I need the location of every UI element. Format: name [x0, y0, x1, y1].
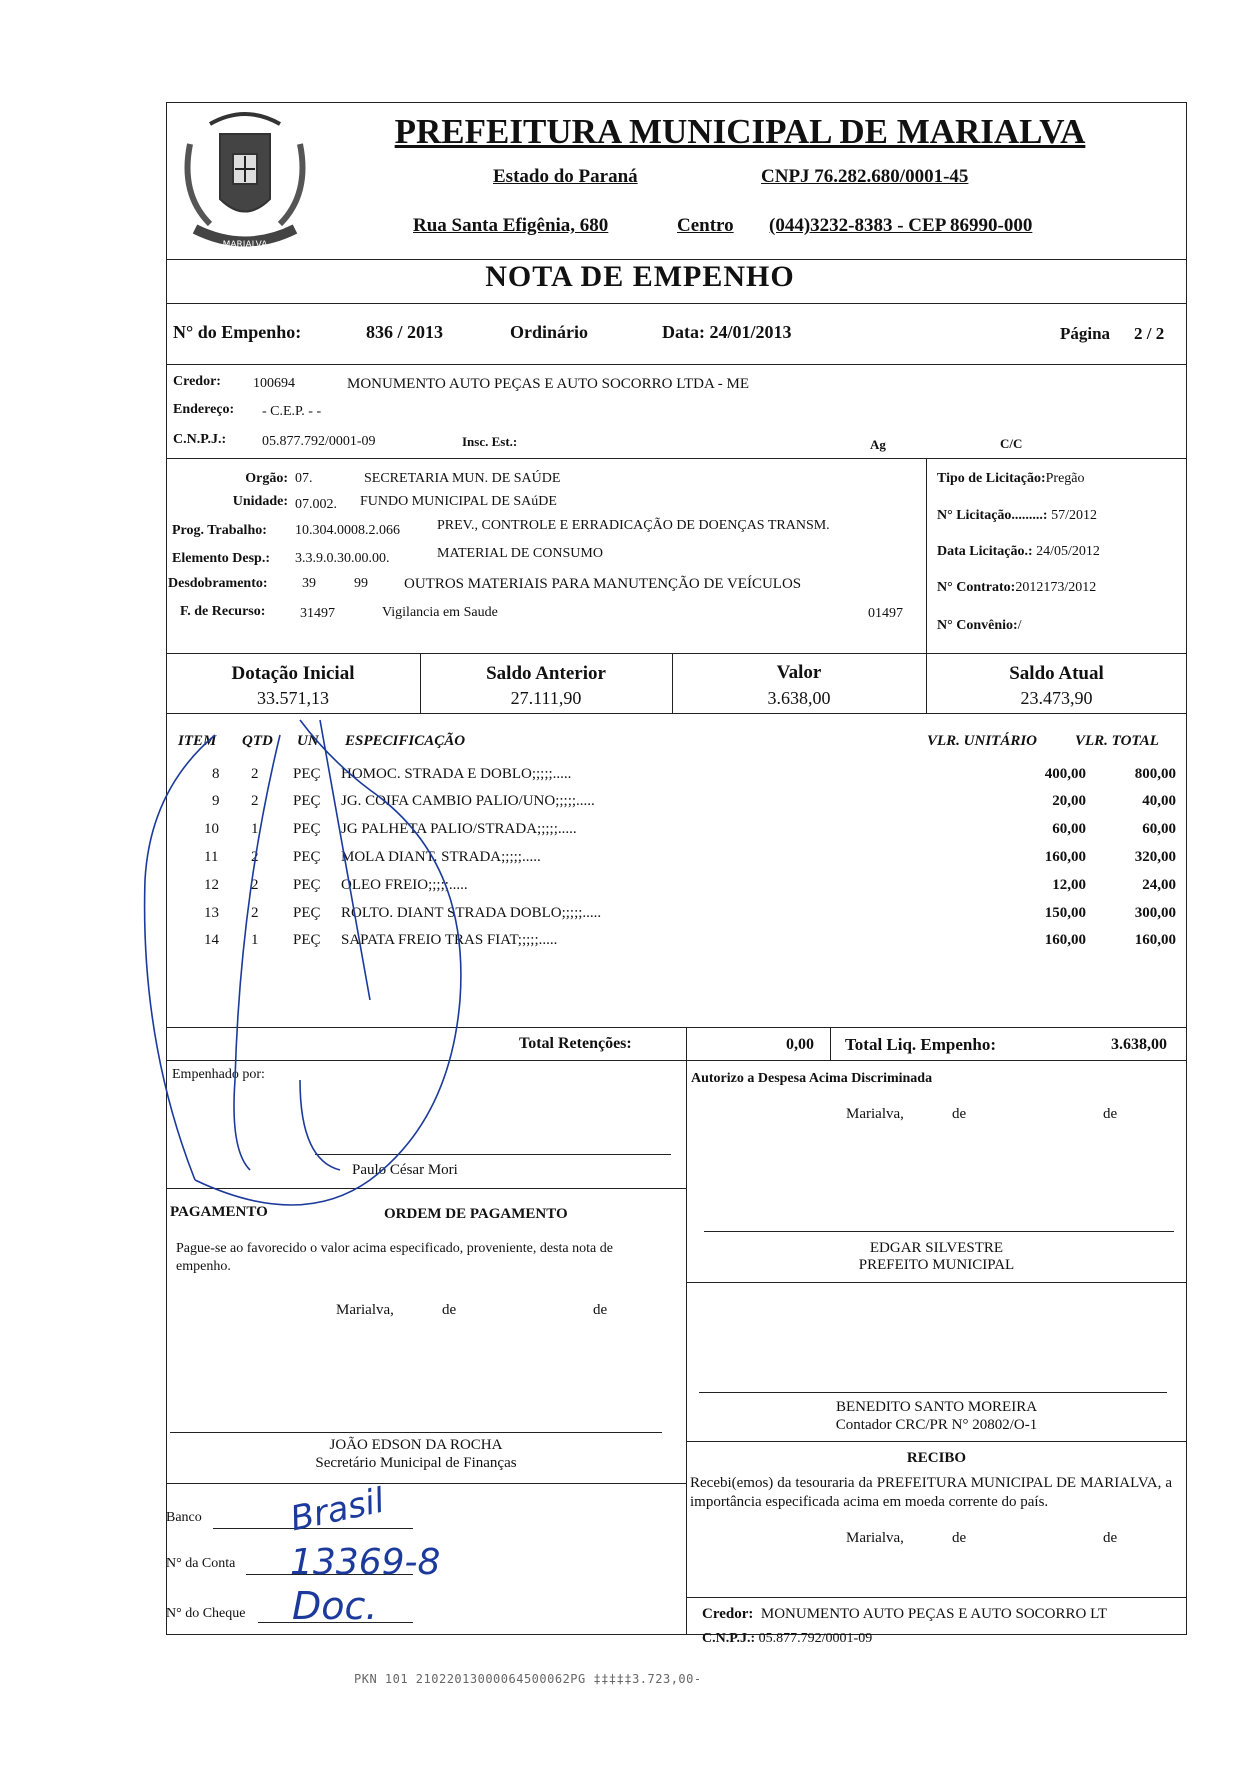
licitacao-convenio-label: N° Convênio:: [937, 618, 1018, 633]
empenho-type: Ordinário: [510, 322, 589, 342]
recibo-credor-value: MONUMENTO AUTO PEÇAS E AUTO SOCORRO LT: [760, 1606, 1108, 1622]
header-street: Rua Santa Efigênia, 680: [413, 215, 609, 236]
empenho-number: 836 / 2013: [366, 322, 444, 342]
item-qtd: 2: [251, 793, 259, 809]
address-label: Endereço:: [173, 402, 235, 417]
items-list: [166, 766, 1186, 966]
licitacao-numero-value: 57/2012: [1051, 508, 1097, 523]
page-title: PREFEITURA MUNICIPAL DE MARIALVA: [394, 112, 1086, 151]
licitacao-data-label: Data Licitação.:: [937, 544, 1033, 559]
item-total: 800,00: [1134, 766, 1176, 782]
svg-text:MARIALVA: MARIALVA: [222, 240, 268, 250]
item-unit: 160,00: [1044, 932, 1086, 948]
item-un: PEÇ: [293, 932, 321, 948]
saldo-atual-label: Saldo Atual: [1009, 663, 1104, 684]
autorizo-de1: de: [952, 1106, 967, 1122]
crest-icon: [170, 104, 320, 264]
licitacao-convenio-value: /: [1017, 618, 1022, 633]
item-number: 11: [204, 849, 219, 865]
cheque-label: N° do Cheque: [166, 1606, 246, 1621]
item-number: 10: [204, 821, 219, 837]
licitacao-data: [937, 544, 1100, 560]
item-number: 8: [212, 766, 220, 782]
cnpj-value: 05.877.792/0001-09: [262, 434, 376, 449]
saldo-atual-value: 23.473,90: [1020, 688, 1093, 708]
table-row: [166, 766, 1186, 794]
licitacao-convenio: [937, 618, 1022, 634]
elemento-label: Elemento Desp.:: [172, 551, 270, 566]
item-total: 24,00: [1142, 877, 1176, 893]
licitacao-tipo: [937, 471, 1085, 487]
recurso-code: 31497: [300, 606, 335, 621]
item-qtd: 1: [251, 821, 259, 837]
item-number: 14: [204, 932, 219, 948]
banco-label: Banco: [166, 1510, 202, 1525]
col-item: ITEM: [178, 733, 217, 749]
liq-label: Total Liq. Empenho:: [845, 1035, 996, 1054]
recibo-cnpj: [702, 1631, 872, 1647]
prog-label: Prog. Trabalho:: [172, 523, 267, 538]
autorizo-de2: de: [1103, 1106, 1118, 1122]
empenhado-signer: Paulo César Mori: [352, 1162, 458, 1178]
contador-role: Contador CRC/PR N° 20802/O-1: [835, 1417, 1038, 1433]
licitacao-numero: [937, 508, 1097, 524]
orgao-code: 07.: [295, 471, 313, 486]
footer-stamp: PKN 101 21022013000064500062PG ‡‡‡‡‡3.723,00-: [354, 1672, 702, 1686]
recurso-label: F. de Recurso:: [180, 604, 266, 619]
elemento-code: 3.3.9.0.30.00.00.: [295, 551, 390, 566]
empenhado-label: Empenhado por:: [172, 1067, 265, 1082]
item-un: PEÇ: [293, 766, 321, 782]
item-number: 9: [212, 793, 220, 809]
valor-label: Valor: [776, 662, 822, 683]
item-spec: SAPATA FREIO TRAS FIAT;;;;;.....: [341, 932, 558, 948]
financas-name: JOÃO EDSON DA ROCHA: [329, 1437, 503, 1453]
ag-label: Ag: [870, 437, 886, 452]
empenho-date: Data: 24/01/2013: [662, 322, 792, 342]
contador-name: BENEDITO SANTO MOREIRA: [835, 1399, 1038, 1415]
item-spec: JG. COIFA CAMBIO PALIO/UNO;;;;;.....: [341, 793, 595, 809]
dotacao-label: Dotação Inicial: [231, 663, 355, 684]
unidade-label: Unidade:: [232, 494, 288, 509]
table-row: [166, 821, 1186, 849]
item-un: PEÇ: [293, 821, 321, 837]
item-un: PEÇ: [293, 793, 321, 809]
retencoes-label: Total Retenções:: [519, 1035, 632, 1052]
licitacao-contrato-value: 2012173/2012: [1015, 580, 1097, 595]
saldo-anterior-label: Saldo Anterior: [486, 663, 606, 684]
valor-value: 3.638,00: [767, 688, 831, 708]
desdob-name: OUTROS MATERIAIS PARA MANUTENÇÃO DE VEÍCULOS: [404, 576, 802, 592]
pagamento-de2: de: [593, 1302, 608, 1318]
page-number: 2 / 2: [1134, 324, 1165, 343]
page-label: Página: [1060, 324, 1111, 343]
document-title: NOTA DE EMPENHO: [485, 260, 795, 293]
header-phone: (044)3232-8383 - CEP 86990-000: [769, 215, 1033, 236]
item-unit: 20,00: [1052, 793, 1086, 809]
pagamento-text: Pague-se ao favorecido o valor acima especificado, proveniente, desta nota de empenho.: [176, 1241, 613, 1274]
prog-name: PREV., CONTROLE E ERRADICAÇÃO DE DOENÇAS TRANSM.: [437, 518, 830, 533]
table-row: [166, 793, 1186, 821]
recibo-title: RECIBO: [906, 1450, 967, 1466]
recibo-credor: [702, 1606, 1107, 1623]
address-value: - C.E.P. - -: [262, 404, 322, 419]
pagamento-label: PAGAMENTO: [170, 1204, 268, 1220]
col-qtd: QTD: [242, 733, 273, 749]
item-total: 60,00: [1142, 821, 1176, 837]
item-unit: 60,00: [1052, 821, 1086, 837]
retencoes-value: 0,00: [786, 1036, 814, 1053]
licitacao-data-value: 24/05/2012: [1036, 544, 1100, 559]
empenho-label: N° do Empenho:: [173, 322, 302, 342]
item-spec: ROLTO. DIANT STRADA DOBLO;;;;;.....: [341, 905, 602, 921]
ordem-label: ORDEM DE PAGAMENTO: [384, 1206, 568, 1222]
prog-code: 10.304.0008.2.066: [295, 523, 400, 538]
credor-label: Credor:: [173, 374, 221, 389]
item-number: 13: [204, 905, 219, 921]
recibo-de1: de: [952, 1530, 967, 1546]
item-total: 40,00: [1142, 793, 1176, 809]
recurso-name: Vigilancia em Saude: [382, 605, 498, 620]
desdob-b: 99: [354, 576, 368, 591]
elemento-name: MATERIAL DE CONSUMO: [437, 546, 603, 561]
recibo-cnpj-value: 05.877.792/0001-09: [758, 1631, 873, 1646]
item-spec: MOLA DIANT. STRADA;;;;;.....: [341, 849, 541, 865]
recibo-de2: de: [1103, 1530, 1118, 1546]
item-qtd: 1: [251, 932, 259, 948]
recibo-cnpj-label: C.N.P.J.:: [702, 1631, 756, 1646]
orgao-name: SECRETARIA MUN. DE SAÚDE: [364, 471, 561, 486]
recibo-city: Marialva,: [846, 1530, 904, 1546]
licitacao-contrato: [937, 580, 1096, 596]
cnpj-label: C.N.P.J.:: [173, 432, 227, 447]
table-row: [166, 849, 1186, 877]
cc-label: C/C: [1000, 436, 1023, 451]
item-total: 300,00: [1134, 905, 1176, 921]
dotacao-value: 33.571,13: [257, 688, 329, 708]
credor-name: MONUMENTO AUTO PEÇAS E AUTO SOCORRO LTDA - ME: [347, 376, 749, 392]
col-total: VLR. TOTAL: [1075, 733, 1159, 749]
licitacao-tipo-label: Tipo de Licitação:: [937, 471, 1046, 486]
financas-role: Secretário Municipal de Finanças: [315, 1455, 517, 1471]
licitacao-contrato-label: N° Contrato:: [937, 580, 1016, 595]
table-row: [166, 877, 1186, 905]
prefeito-name: EDGAR SILVESTRE: [869, 1240, 1004, 1256]
prefeito-role: PREFEITO MUNICIPAL: [858, 1257, 1015, 1273]
col-spec: ESPECIFICAÇÃO: [345, 733, 466, 749]
unidade-code: 07.002.: [295, 497, 337, 512]
liq-value: 3.638,00: [1111, 1036, 1167, 1053]
item-qtd: 2: [251, 905, 259, 921]
conta-value: 13369-8: [290, 1542, 441, 1583]
header-cnpj: CNPJ 76.282.680/0001-45: [761, 166, 969, 187]
pagamento-city: Marialva,: [336, 1302, 394, 1318]
desdob-a: 39: [302, 576, 316, 591]
item-unit: 160,00: [1044, 849, 1086, 865]
item-unit: 12,00: [1052, 877, 1086, 893]
item-un: PEÇ: [293, 849, 321, 865]
table-row: [166, 905, 1186, 933]
item-spec: OLEO FREIO;;;;;.....: [341, 877, 468, 893]
item-total: 160,00: [1134, 932, 1176, 948]
orgao-label: Orgão:: [245, 471, 288, 486]
saldo-anterior-value: 27.111,90: [510, 688, 582, 708]
header-district: Centro: [677, 215, 734, 236]
item-un: PEÇ: [293, 905, 321, 921]
state-name: Estado do Paraná: [493, 166, 638, 187]
recibo-credor-label: Credor:: [702, 1606, 754, 1622]
autorizo-city: Marialva,: [846, 1106, 904, 1122]
banco-value: Brasil: [286, 1480, 388, 1540]
item-qtd: 2: [251, 849, 259, 865]
licitacao-tipo-value: Pregão: [1045, 471, 1085, 486]
item-number: 12: [204, 877, 219, 893]
col-unit: VLR. UNITÁRIO: [927, 733, 1038, 749]
cheque-value: Doc.: [292, 1584, 378, 1628]
item-un: PEÇ: [293, 877, 321, 893]
item-unit: 150,00: [1044, 905, 1086, 921]
col-un: UN: [297, 733, 319, 749]
item-total: 320,00: [1134, 849, 1176, 865]
conta-label: N° da Conta: [166, 1556, 236, 1571]
desdob-label: Desdobramento:: [168, 576, 268, 591]
item-spec: JG PALHETA PALIO/STRADA;;;;;.....: [341, 821, 577, 837]
recurso-code2: 01497: [868, 606, 903, 621]
autorizo-title: Autorizo a Despesa Acima Discriminada: [691, 1071, 933, 1086]
item-spec: HOMOC. STRADA E DOBLO;;;;;.....: [341, 766, 572, 782]
table-row: [166, 932, 1186, 960]
item-unit: 400,00: [1044, 766, 1086, 782]
unidade-name: FUNDO MUNICIPAL DE SAúDE: [360, 494, 557, 509]
licitacao-numero-label: N° Licitação.........:: [937, 508, 1048, 523]
item-qtd: 2: [251, 877, 259, 893]
recibo-text: Recebi(emos) da tesouraria da PREFEITURA MUNICIPAL DE MARIALVA, a importância especificada acima em moeda corrente do país.: [690, 1475, 1172, 1510]
credor-code: 100694: [253, 376, 295, 391]
item-qtd: 2: [251, 766, 259, 782]
pagamento-de1: de: [442, 1302, 457, 1318]
insc-label: Insc. Est.:: [462, 434, 518, 449]
